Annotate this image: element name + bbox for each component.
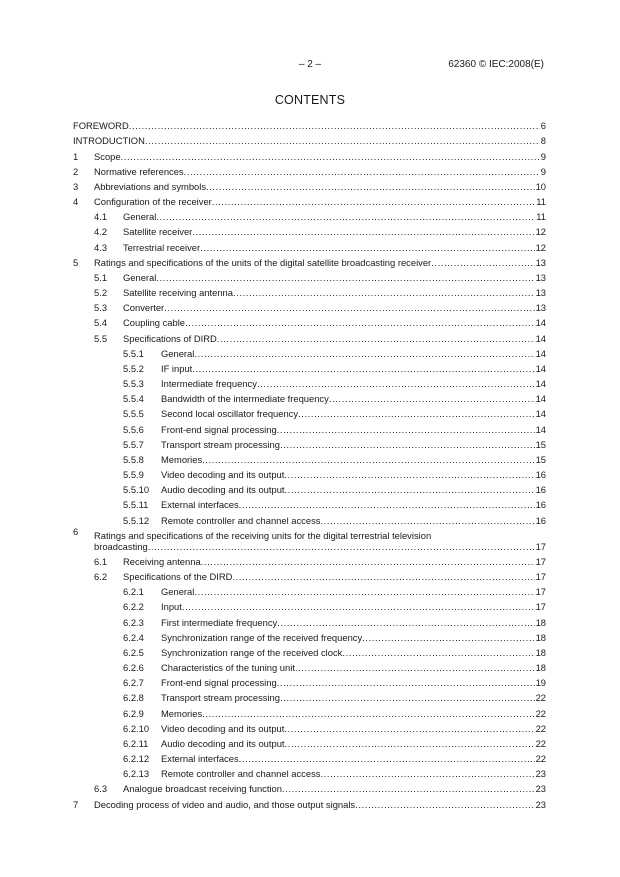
toc-entry-page: 19 [535,677,546,689]
toc-entry-number: 3 [73,180,79,192]
toc-entry-page: 14 [535,408,546,420]
toc-entry-page: 17 [535,540,546,552]
toc-entry-number: 6.1 [94,555,108,567]
dot-leader [202,454,534,465]
dot-leader [239,499,535,510]
toc-entry-title: Terrestrial receiver [123,241,201,253]
toc-entry[interactable] [73,643,546,658]
toc-entry-page: 9 [540,165,546,177]
toc-entry-number: 4 [73,196,79,208]
toc-entry-title: Receiving antenna [123,555,201,567]
toc-entry[interactable] [73,374,546,389]
toc-entry-page: 15 [535,438,546,450]
toc-entry-number: 5.5.6 [123,423,144,435]
toc-entry[interactable] [73,389,546,404]
toc-entry-page: 16 [535,469,546,481]
toc-entry[interactable] [73,582,546,597]
toc-entry-page: 14 [535,423,546,435]
dot-leader [257,378,535,389]
toc-entry-title: Satellite receiving antenna [123,287,233,299]
toc-entry-number: 6.2.3 [123,616,144,628]
toc-entry-page: 17 [535,570,546,582]
toc-entry-page: 13 [535,287,546,299]
toc-entry-title: Characteristics of the tuning unit [161,662,295,674]
toc-entry-page: 9 [540,150,546,162]
toc-entry[interactable] [73,673,546,688]
toc-entry[interactable] [73,688,546,703]
toc-entry-title: IF input [161,362,193,374]
toc-entry[interactable] [73,435,546,450]
toc-entry-title: INTRODUCTION [73,135,145,147]
toc-entry-title: Bandwidth of the intermediate frequency [161,393,329,405]
dot-leader [212,196,535,207]
toc-entry-title: Coupling cable [123,317,186,329]
toc-entry-number: 5.5.4 [123,393,144,405]
toc-entry[interactable] [73,268,546,283]
dot-leader [182,601,535,612]
dot-leader [148,541,535,552]
toc-entry[interactable] [73,328,546,343]
toc-entry-number: 5.5 [94,332,108,344]
toc-entry-title: Video decoding and its output [161,469,285,481]
toc-entry-title: Abbreviations and symbols [94,180,207,192]
toc-entry-title: Memories [161,707,203,719]
toc-entry-page: 12 [535,241,546,253]
toc-entry-number: 6.2.13 [123,768,150,780]
toc-entry-number: 6 [73,525,79,537]
toc-entry-title: Front-end signal processing [161,677,277,689]
toc-entry-title: Satellite receiver [123,226,193,238]
dot-leader [298,408,535,419]
toc-entry[interactable] [73,628,546,643]
toc-entry-page: 13 [535,271,546,283]
dot-leader [282,783,535,794]
toc-entry-title: General [123,211,157,223]
toc-entry[interactable] [73,313,546,328]
toc-entry-title: External interfaces [161,753,239,765]
toc-entry-title: Memories [161,453,203,465]
toc-entry-page: 14 [535,317,546,329]
dot-leader [202,708,534,719]
toc-entry-title: General [161,347,195,359]
toc-entry-number: 5.1 [94,271,108,283]
toc-entry-page: 14 [535,393,546,405]
toc-entry[interactable] [73,162,546,177]
toc-entry-page: 14 [535,378,546,390]
dot-leader [239,753,535,764]
toc-entry-number: 1 [73,150,79,162]
dot-leader [320,768,534,779]
toc-entry-title: External interfaces [161,499,239,511]
dot-leader [201,556,535,567]
toc-entry-title: Transport stream processing [161,438,280,450]
toc-entry[interactable] [73,450,546,465]
toc-entry-title: Ratings and specifications of the units of the digital satellite broadcasting receiver [94,256,432,268]
dot-leader [192,226,534,237]
dot-leader [284,469,534,480]
dot-leader [362,632,534,643]
toc-entry-title: Normative references [94,165,184,177]
toc-entry-page: 22 [535,722,546,734]
toc-entry-title: Video decoding and its output [161,722,285,734]
toc-entry[interactable] [73,794,546,809]
toc-entry[interactable] [73,253,546,268]
dot-leader [206,181,535,192]
toc-entry-page: 12 [535,226,546,238]
toc-entry-page: 11 [536,211,546,223]
toc-entry[interactable] [73,658,546,673]
toc-entry-page: 15 [535,453,546,465]
toc-entry[interactable] [73,719,546,734]
toc-entry-number: 6.2 [94,570,108,582]
toc-entry-title-continued: broadcasting [94,540,148,552]
toc-entry-number: 6.2.9 [123,707,144,719]
dot-leader [280,692,535,703]
toc-entry[interactable] [73,237,546,252]
toc-entry-title: Analogue broadcast receiving function [123,783,282,795]
dot-leader [164,302,534,313]
toc-entry-page: 22 [535,692,546,704]
dot-leader [329,393,535,404]
dot-leader [285,484,535,495]
toc-entry[interactable] [73,734,546,749]
toc-entry-number: 5.5.2 [123,362,144,374]
dot-leader [156,211,535,222]
toc-entry-page: 22 [535,707,546,719]
toc-entry-number: 5.5.1 [123,347,144,359]
toc-entry-number: 6.2.2 [123,601,144,613]
toc-entry-page: 11 [536,196,546,208]
toc-entry-page: 18 [535,616,546,628]
dot-leader [145,135,540,146]
dot-leader [200,242,534,253]
toc-entry-title: Ratings and specifications of the receiving units for the digital terrestrial television [94,529,432,541]
toc-entry-title: Second local oscillator frequency [161,408,299,420]
toc-entry-title: Transport stream processing [161,692,280,704]
toc-entry-page: 16 [535,514,546,526]
toc-entry-number: 6.3 [94,783,108,795]
toc-entry-title: First intermediate frequency [161,616,278,628]
dot-leader [277,677,535,688]
toc-entry-number: 6.2.12 [123,753,150,765]
toc-entry-number: 4.1 [94,211,108,223]
toc-entry-number: 7 [73,798,79,810]
toc-entry[interactable] [73,567,546,582]
toc-entry-page: 13 [535,302,546,314]
toc-entry[interactable] [73,779,546,794]
toc-entry-number: 5.5.3 [123,378,144,390]
toc-entry-number: 6.2.5 [123,646,144,658]
toc-entry[interactable] [73,359,546,374]
toc-entry-page: 23 [535,798,546,810]
toc-entry-number: 5.2 [94,287,108,299]
toc-entry-number: 4.3 [94,241,108,253]
toc-entry[interactable] [73,131,546,146]
page-title: CONTENTS [274,93,346,107]
toc-entry-number: 5.5.12 [123,514,150,526]
toc-entry-number: 5.5.9 [123,469,144,481]
toc-entry[interactable] [73,419,546,434]
toc-entry-number: 5.5.8 [123,453,144,465]
toc-entry[interactable] [73,703,546,718]
toc-entry-number: 2 [73,165,79,177]
dot-leader [280,439,535,450]
toc-entry[interactable] [73,749,546,764]
dot-leader [285,738,535,749]
toc-entry-number: 6.2.1 [123,586,144,598]
toc-entry-title: Configuration of the receiver [94,196,212,208]
toc-entry-number: 5.5.11 [123,499,149,511]
toc-entry-page: 18 [535,646,546,658]
toc-entry[interactable] [73,404,546,419]
toc-entry-number: 6.2.8 [123,692,144,704]
dot-leader [232,571,534,582]
toc-entry[interactable] [73,597,546,612]
toc-entry-number: 6.2.6 [123,662,144,674]
dot-leader [277,617,534,628]
toc-entry-page: 17 [535,601,546,613]
toc-entry-number: 5.5.5 [123,408,144,420]
toc-entry-title: Decoding process of video and audio, and those output signals [94,798,356,810]
toc-entry-title: General [161,586,195,598]
toc-entry[interactable] [73,177,546,192]
toc-entry-title: Specifications of the DIRD [123,570,233,582]
toc-entry[interactable] [73,465,546,480]
toc-entry[interactable] [73,552,546,567]
toc-entry-title: Remote controller and channel access [161,768,321,780]
toc-entry[interactable] [73,612,546,627]
toc-entry[interactable] [73,192,546,207]
dot-leader [185,317,535,328]
toc-entry[interactable] [73,222,546,237]
page-number: – 2 – [298,59,322,70]
toc-entry-title: Synchronization range of the received clock [161,646,343,658]
toc-entry-page: 14 [535,362,546,374]
dot-leader [194,586,534,597]
toc-entry-number: 6.2.11 [123,737,149,749]
toc-entry-number: 5.5.7 [123,438,144,450]
toc-entry-page: 6 [540,120,546,132]
toc-entry-page: 23 [535,768,546,780]
dot-leader [233,287,535,298]
toc-entry[interactable] [73,344,546,359]
toc-entry-title: General [123,271,157,283]
dot-leader [217,333,535,344]
dot-leader [194,348,534,359]
document-id: 62360 © IEC:2008(E) [448,59,544,70]
toc-entry[interactable] [73,146,546,161]
dot-leader [295,662,535,673]
dot-leader [342,647,534,658]
toc-entry[interactable] [73,298,546,313]
toc-entry-page: 8 [540,135,546,147]
toc-entry[interactable] [73,283,546,298]
toc-entry-number: 5 [73,256,79,268]
toc-entry-title: Scope [94,150,121,162]
toc-entry-page: 18 [535,662,546,674]
toc-entry-page: 18 [535,631,546,643]
toc-entry-page: 22 [535,737,546,749]
toc-entry-number: 6.2.7 [123,677,144,689]
toc-entry-title: Front-end signal processing [161,423,277,435]
toc-entry-title: Input [161,601,182,613]
toc-entry[interactable] [73,116,546,131]
dot-leader [192,363,534,374]
toc-entry-page: 16 [535,499,546,511]
toc-entry[interactable] [73,207,546,222]
toc-entry-page: 16 [535,484,546,496]
toc-entry-title: Synchronization range of the received frequency [161,631,363,643]
toc-entry[interactable] [73,526,546,552]
toc-entry[interactable] [73,510,546,525]
toc-entry-title: FOREWORD [73,120,129,132]
dot-leader [121,151,540,162]
toc-entry-title: Audio decoding and its output [161,484,285,496]
dot-leader [284,723,534,734]
toc-entry-number: 4.2 [94,226,108,238]
toc-entry-page: 17 [535,555,546,567]
toc-entry-number: 5.4 [94,317,108,329]
toc-entry-number: 6.2.10 [123,722,150,734]
toc-entry-page: 22 [535,753,546,765]
toc-entry[interactable] [73,495,546,510]
dot-leader [156,272,534,283]
dot-leader [355,799,534,810]
toc-entry-page: 17 [535,586,546,598]
toc-entry-number: 5.3 [94,302,108,314]
toc-entry-page: 13 [535,256,546,268]
dot-leader [184,166,540,177]
dot-leader [320,515,534,526]
dot-leader [277,424,535,435]
dot-leader [431,257,534,268]
toc-entry-page: 10 [535,180,546,192]
dot-leader [129,120,540,131]
toc-entry-title: Converter [123,302,165,314]
toc-entry-title: Audio decoding and its output [161,737,285,749]
toc-entry-title: Remote controller and channel access [161,514,321,526]
toc-entry-title: Specifications of DIRD [123,332,217,344]
toc-entry[interactable] [73,480,546,495]
table-of-contents [73,116,546,810]
toc-entry-page: 14 [535,332,546,344]
toc-entry-page: 14 [535,347,546,359]
toc-entry-page: 23 [535,783,546,795]
toc-entry[interactable] [73,764,546,779]
toc-entry-number: 5.5.10 [123,484,150,496]
toc-entry-number: 6.2.4 [123,631,144,643]
toc-entry-title: Intermediate frequency [161,378,257,390]
